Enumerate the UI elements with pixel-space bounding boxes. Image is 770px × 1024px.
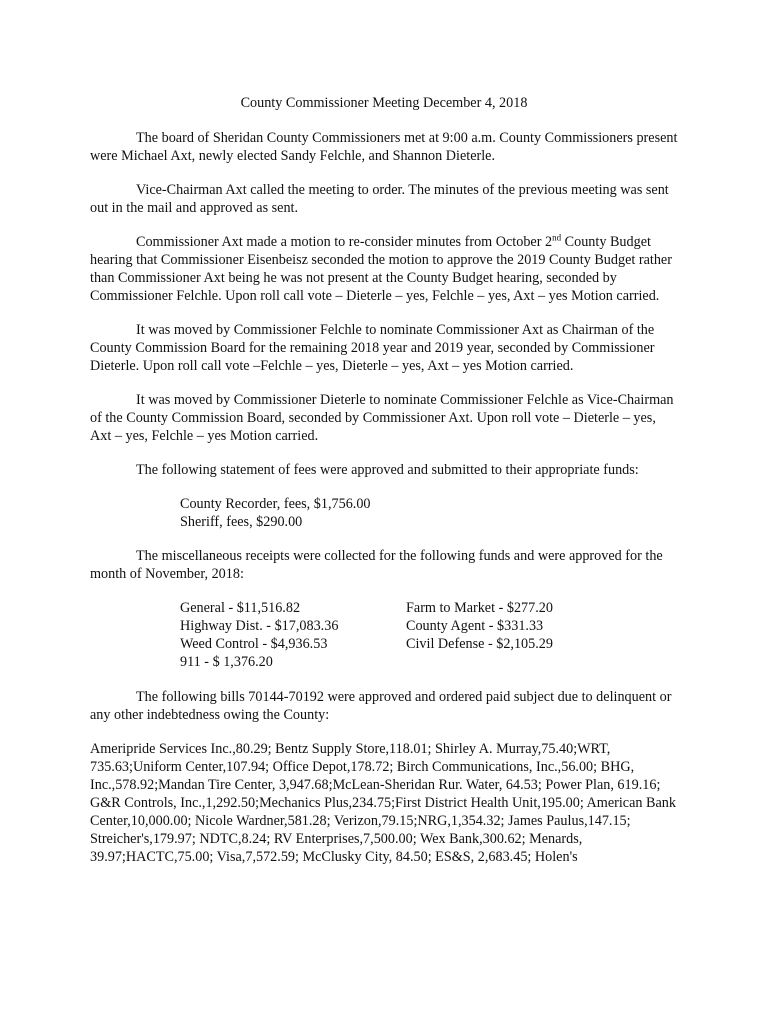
fee-item: Sheriff, fees, $290.00 (180, 514, 303, 530)
paragraph-bills-intro: The following bills 70144-70192 were approved and ordered paid subject due to delinquent or any other indebtedness owing the County: (90, 689, 672, 723)
page-title: County Commissioner Meeting December 4, 2018 (240, 95, 528, 111)
paragraph-chairman-nomination: It was moved by Commissioner Felchle to nominate Commissioner Axt as Chairman of the County Commission Board for the remaining 2018 year and 2019 year, seconded by Commissioner Dieterle. Upon roll call vote –Felchle – yes, Dieterle – yes, Axt – yes Motion carried. (90, 322, 655, 374)
receipts-column-left (180, 599, 406, 671)
receipt-item: 911 - $ 1,376.20 (180, 654, 273, 670)
fees-list (180, 495, 678, 531)
fee-item: County Recorder, fees, $1,756.00 (180, 496, 371, 512)
paragraph-receipts-intro: The miscellaneous receipts were collected for the following funds and were approved for the month of November, 2018: (90, 548, 663, 582)
paragraph-attendance: The board of Sheridan County Commissioners met at 9:00 a.m. County Commissioners present were Michael Axt, newly elected Sandy Felchle, and Shannon Dieterle. (90, 130, 678, 164)
paragraph-reconsider-part2: County Budget hearing that Commissioner Eisenbeisz seconded the motion to approve the 2019 County Budget rather than Commissioner Axt being he was not present at the County Budget hearing, seconded by Commissioner Felchle. Upon roll call vote – Dieterle – yes, Felchle – yes, Axt – yes Motion carried. (90, 234, 672, 304)
receipt-item: General - $11,516.82 (180, 600, 301, 616)
receipt-item: Weed Control - $4,936.53 (180, 636, 328, 652)
paragraph-vice-chairman-nomination: It was moved by Commissioner Dieterle to nominate Commissioner Felchle as Vice-Chairman of the County Commission Board, seconded by Commissioner Axt. Upon roll vote – Dieterle – yes, Axt – yes, Felchle – yes Motion carried. (90, 392, 674, 444)
receipts-column-right (406, 599, 626, 671)
document-body (90, 94, 678, 866)
receipt-item: Highway Dist. - $17,083.36 (180, 618, 339, 634)
paragraph-fees-intro: The following statement of fees were approved and submitted to their appropriate funds: (136, 462, 639, 478)
paragraph-call-to-order: Vice-Chairman Axt called the meeting to order. The minutes of the previous meeting was sent out in the mail and approved as sent. (90, 182, 669, 216)
receipt-item: County Agent - $331.33 (406, 618, 544, 634)
paragraph-reconsider-part1: Commissioner Axt made a motion to re-consider minutes from October 2 (136, 234, 553, 250)
receipt-item: Civil Defense - $2,105.29 (406, 636, 553, 652)
receipt-item: Farm to Market - $277.20 (406, 600, 553, 616)
ordinal-superscript: nd (552, 232, 562, 243)
paragraph-reconsider-motion (90, 233, 678, 305)
paragraph-bills-list: Ameripride Services Inc.,80.29; Bentz Supply Store,118.01; Shirley A. Murray,75.40;WRT, 735.63;Uniform Center,107.94; Office Depot,178.72; Birch Communications, Inc.,56.00; BHG, Inc.,578.92;Mandan Tire Center, 3,947.68;McLean-Sheridan Rur. Water, 64.53; Power Plan, 619.16; G&R Controls, Inc.,1,292.50;Mechanics Plus,234.75;First District Health Unit,195.00; American Bank Center,10,000.00; Nicole Wardner,581.28; Verizon,79.15;NRG,1,354.32; James Paulus,147.15; Streicher's,179.97; NDTC,8.24; RV Enterprises,7,500.00; Wex Bank,300.62; Menards, 39.97;HACTC,75.00; Visa,7,572.59; McClusky City, 84.50; ES&S, 2,683.45; Holen's (90, 741, 676, 865)
receipts-table (180, 599, 678, 671)
